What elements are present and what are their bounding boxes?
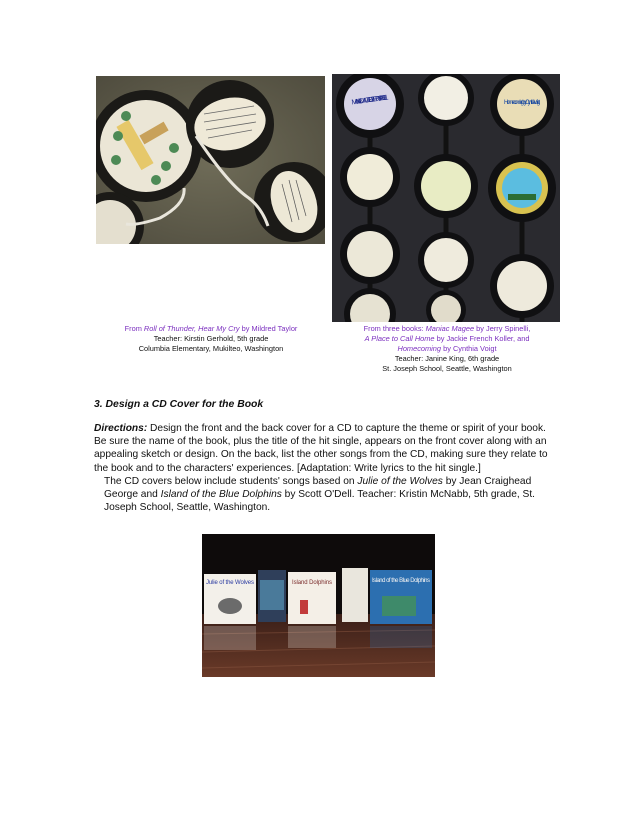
photo-left-image — [96, 76, 325, 244]
section-body — [94, 422, 556, 514]
caption-right-teacher: Teacher: Janine King, 6th grade — [394, 354, 500, 363]
caption-right-line1 — [333, 324, 561, 334]
caption-right-line3 — [333, 344, 561, 354]
caption-right-school: St. Joseph School, Seattle, Washington — [382, 364, 512, 373]
para2-b: by Jean Craighead George and — [104, 475, 532, 501]
photo-cd-covers — [202, 534, 435, 677]
caption-right-book2: A Place to Call Home — [364, 334, 435, 343]
caption-left-line1 — [100, 324, 322, 334]
photo-right-image — [332, 74, 560, 322]
cd-island-blue-text: Island of the Blue Dolphins — [372, 578, 430, 584]
caption-right-author1: by Jerry Spinelli, — [474, 324, 531, 333]
cd-julie-text: Julie of the Wolves — [206, 580, 254, 586]
caption-left-book-title: Roll of Thunder, Hear My Cry — [143, 324, 240, 333]
photo-three-books-discs — [332, 74, 560, 322]
photo-roll-of-thunder-discs — [96, 76, 325, 244]
caption-right-line2 — [333, 334, 561, 344]
photo-bottom-image — [202, 534, 435, 677]
para2-a: The CD covers below include students' songs based on — [104, 475, 358, 487]
caption-left-teacher: Teacher: Kirstin Gerhold, 5th grade — [153, 334, 269, 343]
caption-right-prefix: From three books: — [363, 324, 426, 333]
homecoming-disc-text: Homecoming by Cynthia Voigt — [504, 100, 541, 106]
caption-roll-of-thunder — [100, 324, 322, 354]
caption-right-author2: by Jackie French Koller, and — [434, 334, 530, 343]
cd-covers-paragraph — [94, 475, 556, 515]
caption-right-author3: by Cynthia Voigt — [441, 344, 497, 353]
caption-three-books — [333, 324, 561, 374]
cd-island-text: Island Dolphins — [292, 580, 332, 586]
caption-right-book3: Homecoming — [397, 344, 442, 353]
para2-c: by Scott O'Dell. Teacher: Kristin McNabb, 5th grade, St. Joseph School, Seattle, Washington. — [104, 489, 536, 514]
para2-book2: Island of the Blue Dolphins — [160, 489, 282, 501]
caption-left-school: Columbia Elementary, Mukilteo, Washington — [138, 344, 284, 353]
directions-paragraph — [94, 422, 556, 475]
caption-left-prefix: From — [124, 324, 144, 333]
directions-text: Design the front and the back cover for a CD to capture the theme or spirit of your book. Be sure the name of the book, plus the title of the hit single, appears on the front cover along with an appealing sketch or design. On the back, list the other songs from the CD, making sure they relate to the book and to the characters' experiences. [Adaptation: Write lyrics to the hit single.] — [94, 423, 548, 474]
section-heading: 3. Design a CD Cover for the Book — [94, 399, 264, 410]
caption-left-author: by Mildred Taylor — [239, 324, 298, 333]
directions-label: Directions: — [94, 423, 148, 434]
caption-right-book1: Maniac Magee — [425, 324, 475, 333]
maniac-magee-disc-text: MANIAC MAGEE BY JERRY SPINELLI — [351, 94, 389, 107]
para2-book1: Julie of the Wolves — [357, 475, 443, 487]
